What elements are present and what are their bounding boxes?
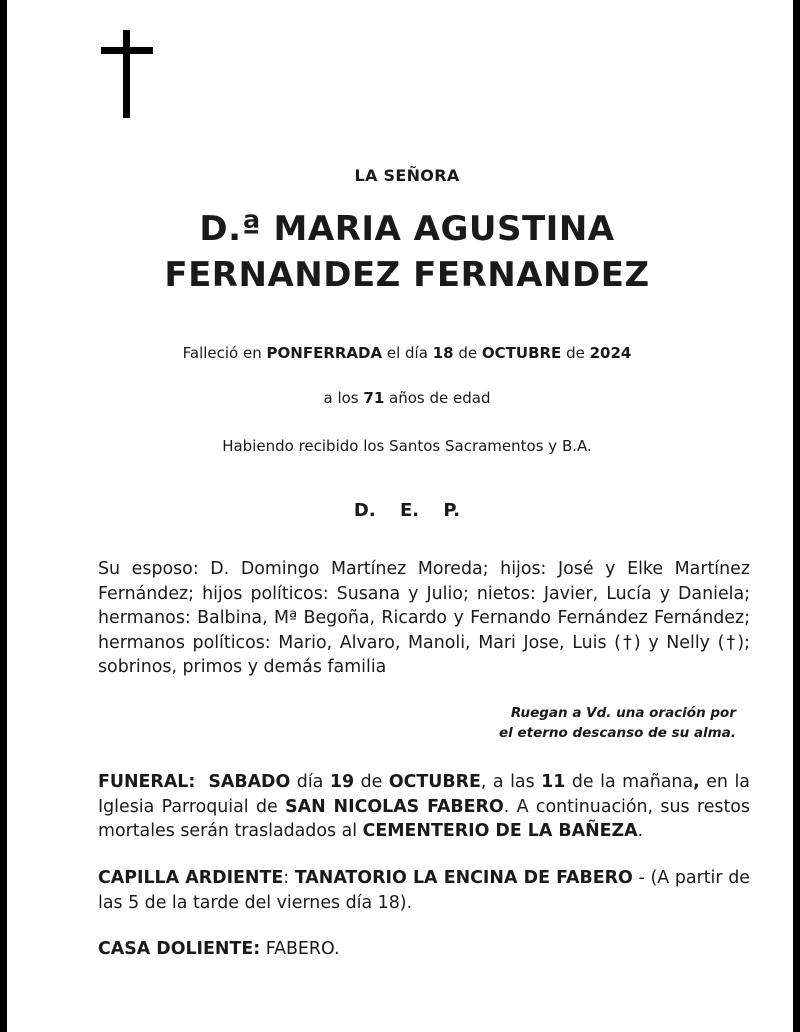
name-line-1: D.ª MARIA AGUSTINA xyxy=(199,209,615,249)
age-value: 71 xyxy=(363,389,385,407)
deceased-name xyxy=(7,206,800,298)
funeral-info: FUNERAL: SABADO día 19 de OCTUBRE, a las 11 de la mañana, en la Iglesia Parroquial de SAN NICOLAS FABERO. A continuación, sus restos mortales serán trasladados al CEMENTERIO DE LA BAÑEZA. xyxy=(98,772,750,841)
header-title: LA SEÑORA xyxy=(354,166,460,185)
cemetery-name: CEMENTERIO DE LA BAÑEZA xyxy=(362,821,638,841)
church-name: SAN NICOLAS FABERO xyxy=(285,796,504,817)
death-month: OCTUBRE xyxy=(481,344,562,362)
casa-doliente: CASA DOLIENTE: FABERO. xyxy=(98,939,340,959)
sacraments-text: Habiendo recibido los Santos Sacramentos y B.A. xyxy=(222,437,592,455)
tanatorio-name: TANATORIO LA ENCINA DE FABERO xyxy=(294,868,633,888)
death-year: 2024 xyxy=(589,344,632,362)
funeral-label: FUNERAL: xyxy=(98,772,196,792)
age-info: a los 71 años de edad xyxy=(323,389,491,407)
capilla-info: CAPILLA ARDIENTE: TANATORIO LA ENCINA DE FABERO - (A partir de las 5 de la tarde del viernes día 18). xyxy=(98,868,750,913)
family-text: Su esposo: D. Domingo Martínez Moreda; hijos: José y Elke Martínez Fernández; hijos políticos: Susana y Julio; nietos: Javier, Lucía y Daniela; hermanos: Balbina, Mª Begoña, Ricardo y Fernando Fernández Fernández; hermanos políticos: Mario, Alvaro, Manoli, Mari Jose, Luis (†) y Nelly (†); sobrinos, primos y demás familia xyxy=(98,559,750,677)
death-info: Falleció en PONFERRADA el día 18 de OCTUBRE de 2024 xyxy=(182,344,632,362)
death-day: 18 xyxy=(432,344,454,362)
death-place: PONFERRADA xyxy=(266,344,383,362)
prayer-text: Ruegan a Vd. una oración por el eterno descanso de su alma. xyxy=(499,705,736,741)
cross-icon xyxy=(97,30,157,120)
name-line-2: FERNANDEZ FERNANDEZ xyxy=(164,255,650,295)
dep-text: D. E. P. xyxy=(353,500,461,521)
